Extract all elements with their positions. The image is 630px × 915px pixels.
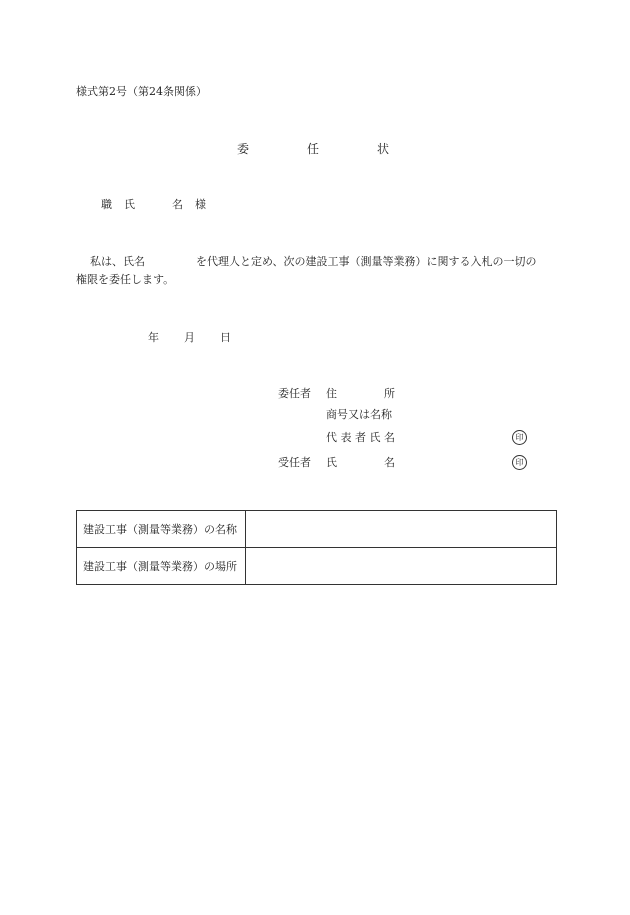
body-line1-part2: を代理人と定め、次の建設工事（測量等業務）に関する入札の一切の [196,255,537,268]
table-row [77,548,557,585]
seal-icon: 印 [512,430,527,445]
delegate-name-2: 名 [384,456,395,469]
title-char-2: 任 [307,142,320,156]
addressee-shoku: 職 [101,198,112,211]
project-location-field[interactable] [246,548,557,585]
title-char-3: 状 [377,142,390,156]
date-month: 月 [184,331,195,344]
date-day: 日 [220,331,231,344]
project-info-table [76,510,557,585]
date-year: 年 [148,331,159,344]
title-char-1: 委 [237,142,250,156]
delegate-name-1: 氏 [326,456,337,469]
addressee-shi: 氏 [124,198,135,211]
delegate-seal-mark [512,455,527,470]
project-location-label: 建設工事（測量等業務）の場所 [77,548,246,585]
delegator-label: 委任者 [278,387,311,400]
table-row [77,511,557,548]
trade-name-label: 商号又は名称 [326,408,392,421]
address-label-1: 住 [326,387,337,400]
body-line1-part1: 私は、氏名 [90,255,145,268]
delegate-label: 受任者 [278,456,311,469]
body-line2: 権限を委任します。 [76,273,175,286]
addressee-sama: 様 [195,198,206,211]
address-label-2: 所 [384,387,395,400]
project-name-label: 建設工事（測量等業務）の名称 [77,511,246,548]
representative-seal-mark [512,430,527,445]
seal-icon: 印 [512,455,527,470]
project-name-field[interactable] [246,511,557,548]
representative-label: 代 表 者 氏 名 [326,431,395,444]
addressee-mei: 名 [172,198,183,211]
form-number: 様式第2号（第24条関係） [76,85,207,98]
